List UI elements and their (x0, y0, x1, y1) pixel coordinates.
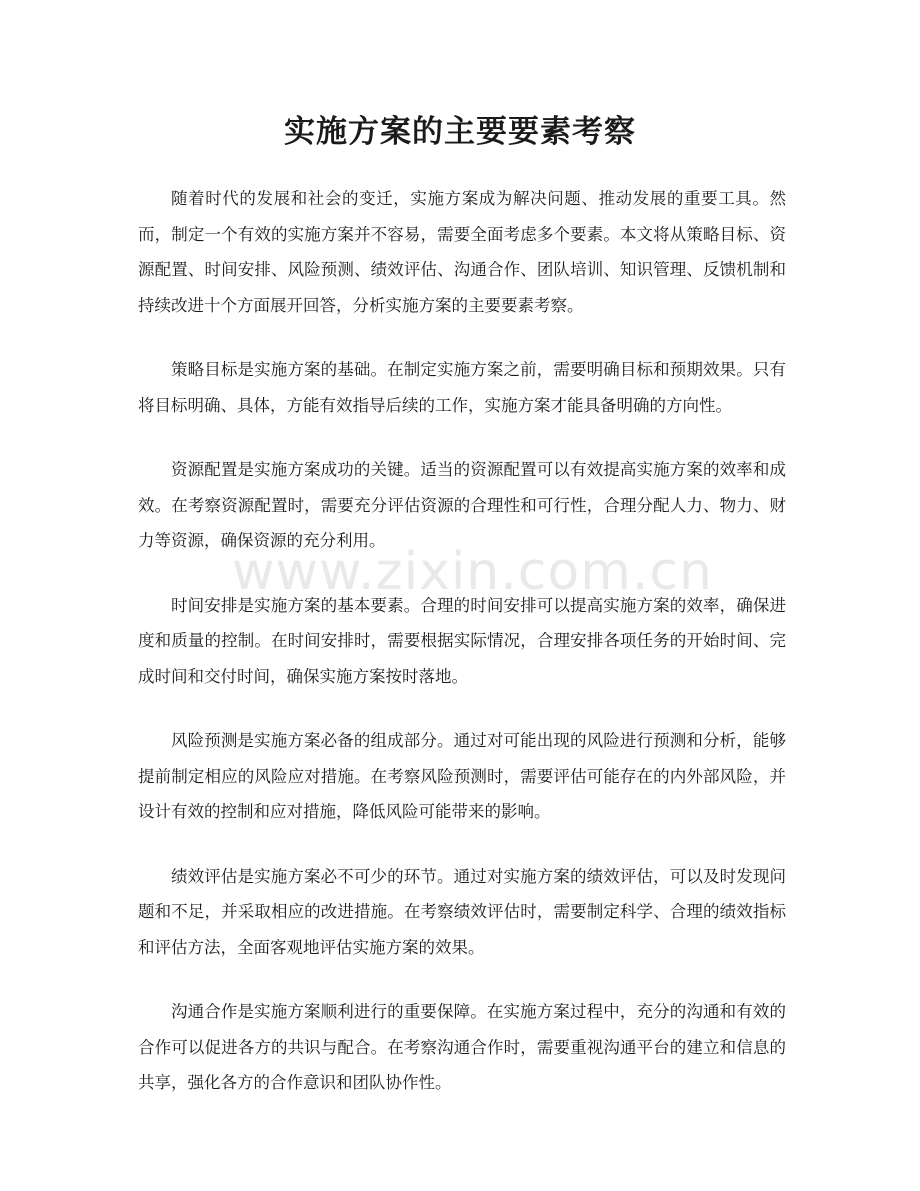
paragraph-intro: 随着时代的发展和社会的变迁，实施方案成为解决问题、推动发展的重要工具。然而，制定一个有效的实施方案并不容易，需要全面考虑多个要素。本文将从策略目标、资源配置、时间安排、风险预测、绩效评估、沟通合作、团队培训、知识管理、反馈机制和持续改进十个方面展开回答，分析实施方案的主要要素考察。 (138, 189, 786, 315)
paragraph-time-schedule: 时间安排是实施方案的基本要素。合理的时间安排可以提高实施方案的效率，确保进度和质量的控制。在时间安排时，需要根据实际情况，合理安排各项任务的开始时间、完成时间和交付时间，确保实施方案按时落地。 (138, 595, 786, 686)
paragraph-strategy-goals: 策略目标是实施方案的基础。在制定实施方案之前，需要明确目标和预期效果。只有将目标明确、具体，方能有效指导后续的工作，实施方案才能具备明确的方向性。 (138, 360, 786, 415)
paragraph-communication-cooperation: 沟通合作是实施方案顺利进行的重要保障。在实施方案过程中，充分的沟通和有效的合作可以促进各方的共识与配合。在考察沟通合作时，需要重视沟通平台的建立和信息的共享，强化各方的合作意识和团队协作性。 (138, 1002, 786, 1092)
paragraph-risk-prediction: 风险预测是实施方案必备的组成部分。通过对可能出现的风险进行预测和分析，能够提前制定相应的风险应对措施。在考察风险预测时，需要评估可能存在的内外部风险，并设计有效的控制和应对措施，降低风险可能带来的影响。 (138, 731, 786, 821)
document-body (138, 181, 786, 1130)
document-title: 实施方案的主要要素考察 (284, 114, 636, 150)
paragraph-resource-allocation: 资源配置是实施方案成功的关键。适当的资源配置可以有效提高实施方案的效率和成效。在考察资源配置时，需要充分评估资源的合理性和可行性，合理分配人力、物力、财力等资源，确保资源的充分利用。 (138, 460, 786, 550)
paragraph-performance-evaluation: 绩效评估是实施方案必不可少的环节。通过对实施方案的绩效评估，可以及时发现问题和不足，并采取相应的改进措施。在考察绩效评估时，需要制定科学、合理的绩效指标和评估方法，全面客观地评估实施方案的效果。 (138, 866, 786, 957)
watermark: www.zixin.com.cn (232, 542, 713, 602)
